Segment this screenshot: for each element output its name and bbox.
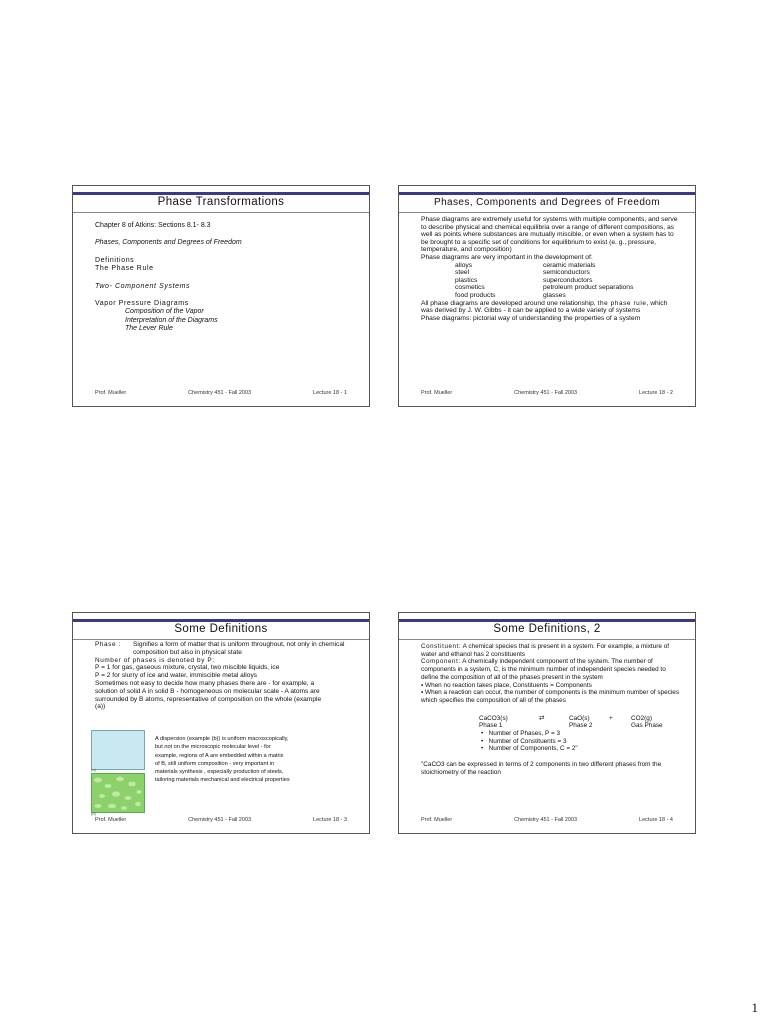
phase-label: Phase 2 — [569, 722, 593, 730]
caption-b: (b) — [91, 811, 96, 816]
slide-header — [399, 186, 695, 213]
component-definition — [421, 658, 679, 681]
uses-row: food products glasses — [455, 291, 566, 299]
slide-footer — [95, 390, 347, 396]
intro-paragraph: Phase diagrams are extremely useful for systems with multiple components, and serve to describe physical and chemical equilibria over a range of different compositions, as well as points where substances are mutually miscible, or even when a system has to be brought to a specific set of conditions for equilibrium to exist (e. g., pressure, temperature, and composition) — [421, 216, 678, 254]
solid-solution-image — [91, 730, 145, 770]
footer-lecture: Lecture 18 - 2 — [639, 390, 673, 396]
note-line: ▪ When a reaction can occur, the number of components is the minimum number of species which specifies the composition of all of the phases — [421, 689, 680, 704]
outline-line: The Phase Rule — [95, 265, 154, 273]
outline-line: Phases, Components and Degrees of Freedom — [95, 239, 242, 247]
dispersion-image — [91, 773, 145, 813]
rule-paragraph: All phase diagrams are developed around one relationship, the phase rule, which was derived by J. W. Gibbs - it can be applied to a wide variety of systems — [421, 299, 668, 315]
outline-line: Definitions — [95, 256, 135, 264]
note-line: ▪ When no reaction takes place, Constituents = Components — [421, 681, 592, 689]
phase-rule-term: the phase rule — [597, 299, 647, 307]
constituent-term: Constituent: — [421, 643, 462, 650]
page-number: 1 — [751, 1000, 758, 1015]
dispersion-text: A dispersion (example (b)) is uniform macroscopically, but not on the microscopic molecular level - for example, regions of A are embedded within a matrix of B, still uniform composition - very important in materials synthesis , especially production of steels, tailoring materials mechanical and electrical properties — [155, 736, 290, 784]
reaction-equation — [421, 715, 679, 730]
product-2: CO2(g) — [631, 714, 652, 722]
def-line: P = 1 for gas, gaseous mixture, crystal, two miscible liquids, ice — [95, 664, 280, 672]
quote-line: "CaCO3 can be expressed in terms of 2 components in two different phases from the stoichiometry of the reaction — [421, 761, 662, 776]
slide-1 — [72, 185, 370, 407]
def-line: Sometimes not easy to decide how many phases there are - for example, a solution of solid A in solid B - homogeneous on molecular scale - A atoms are surrounded by B atoms, representative of composition on the whole (example (a)) — [95, 679, 322, 711]
def-line: P = 2 for slurry of ice and water, immiscible metal alloys — [95, 672, 258, 680]
phase-definition — [95, 641, 353, 657]
footer-author: Prof. Mueller — [421, 817, 453, 823]
product-1: CaO(s) — [569, 714, 590, 722]
outline-line: Two- Component Systems — [95, 282, 191, 290]
slide-content — [95, 222, 353, 334]
def-line: Number of phases is denoted by P: — [95, 656, 215, 664]
reactant: CaCO3(s) — [479, 714, 508, 722]
outline-subline: The Lever Rule — [125, 325, 173, 333]
outline-subline: Composition of the Vapor — [125, 308, 204, 316]
slide-footer — [421, 390, 673, 396]
uses-list — [421, 262, 679, 300]
closing-line: Phase diagrams: pictorial way of understanding the properties of a system — [421, 314, 641, 322]
footer-course: Chemistry 451 - Fall 2003 — [188, 817, 252, 823]
slide-content — [421, 216, 679, 322]
constituent-definition — [421, 643, 679, 658]
slide-title: Phase Transformations — [157, 196, 285, 208]
slide-content — [95, 641, 353, 711]
lead-line: Phase diagrams are very important in the development of: — [421, 253, 593, 261]
bullet-line: • Number of Phases, P = 3 — [481, 730, 561, 738]
equilibrium-arrow-icon: ⇄ — [539, 714, 545, 722]
slide-4 — [398, 612, 696, 834]
caption-a: (a) — [91, 767, 96, 772]
slide-title: Phases, Components and Degrees of Freedom — [434, 196, 660, 208]
constituent-def: A chemical species that is present in a system. For example, a mixture of water and ethanol has 2 constituents — [421, 643, 670, 658]
slide-footer — [421, 817, 673, 823]
phase-label: Gas Phase — [631, 722, 663, 730]
component-term: Component: — [421, 658, 461, 666]
outline-line: Vapor Pressure Diagrams — [95, 300, 189, 308]
footer-author: Prof. Mueller — [95, 390, 127, 396]
uses-row: plastics superconductors — [455, 276, 593, 284]
dispersion-pattern — [92, 774, 144, 812]
outline-subline: Interpretation of the Diagrams — [125, 316, 218, 324]
footer-author: Prof. Mueller — [421, 390, 453, 396]
slide-title: Some Definitions — [174, 623, 268, 635]
phase-term: Phase : — [95, 641, 121, 648]
slide-footer — [95, 817, 347, 823]
uses-row: cosmetics petroleum product separations — [455, 284, 634, 292]
phase-def: Signifies a form of matter that is uniform throughout, not only in chemical composition but also in physical state — [133, 641, 345, 656]
slide-header — [73, 186, 369, 213]
outline-line: Chapter 8 of Atkins: Sections 8.1- 8.3 — [95, 222, 211, 229]
slide-header — [399, 613, 695, 640]
footer-course: Chemistry 451 - Fall 2003 — [188, 390, 252, 396]
slide-content — [421, 643, 679, 777]
phase-label: Phase 1 — [479, 722, 503, 730]
plus-sign: + — [609, 714, 613, 722]
uses-row: steel semiconductors — [455, 269, 590, 277]
footer-course: Chemistry 451 - Fall 2003 — [514, 390, 578, 396]
footer-course: Chemistry 451 - Fall 2003 — [514, 817, 578, 823]
footer-author: Prof. Mueller — [95, 817, 127, 823]
slide-2 — [398, 185, 696, 407]
uses-row: alloys ceramic materials — [455, 261, 596, 269]
slide-title: Some Definitions, 2 — [493, 623, 601, 635]
slide-3 — [72, 612, 370, 834]
bullet-line: • Number of Components, C = 2" — [481, 745, 578, 753]
footer-lecture: Lecture 18 - 3 — [313, 817, 347, 823]
component-def: A chemically independent component of the system. The number of components in a system, C, is the minimum number of independent species needed to define the composition of all of the phases present in the system — [421, 658, 666, 681]
footer-lecture: Lecture 18 - 1 — [313, 390, 347, 396]
bullet-line: • Number of Constituents = 3 — [481, 737, 567, 745]
footer-lecture: Lecture 18 - 4 — [639, 817, 673, 823]
slide-header — [73, 613, 369, 640]
